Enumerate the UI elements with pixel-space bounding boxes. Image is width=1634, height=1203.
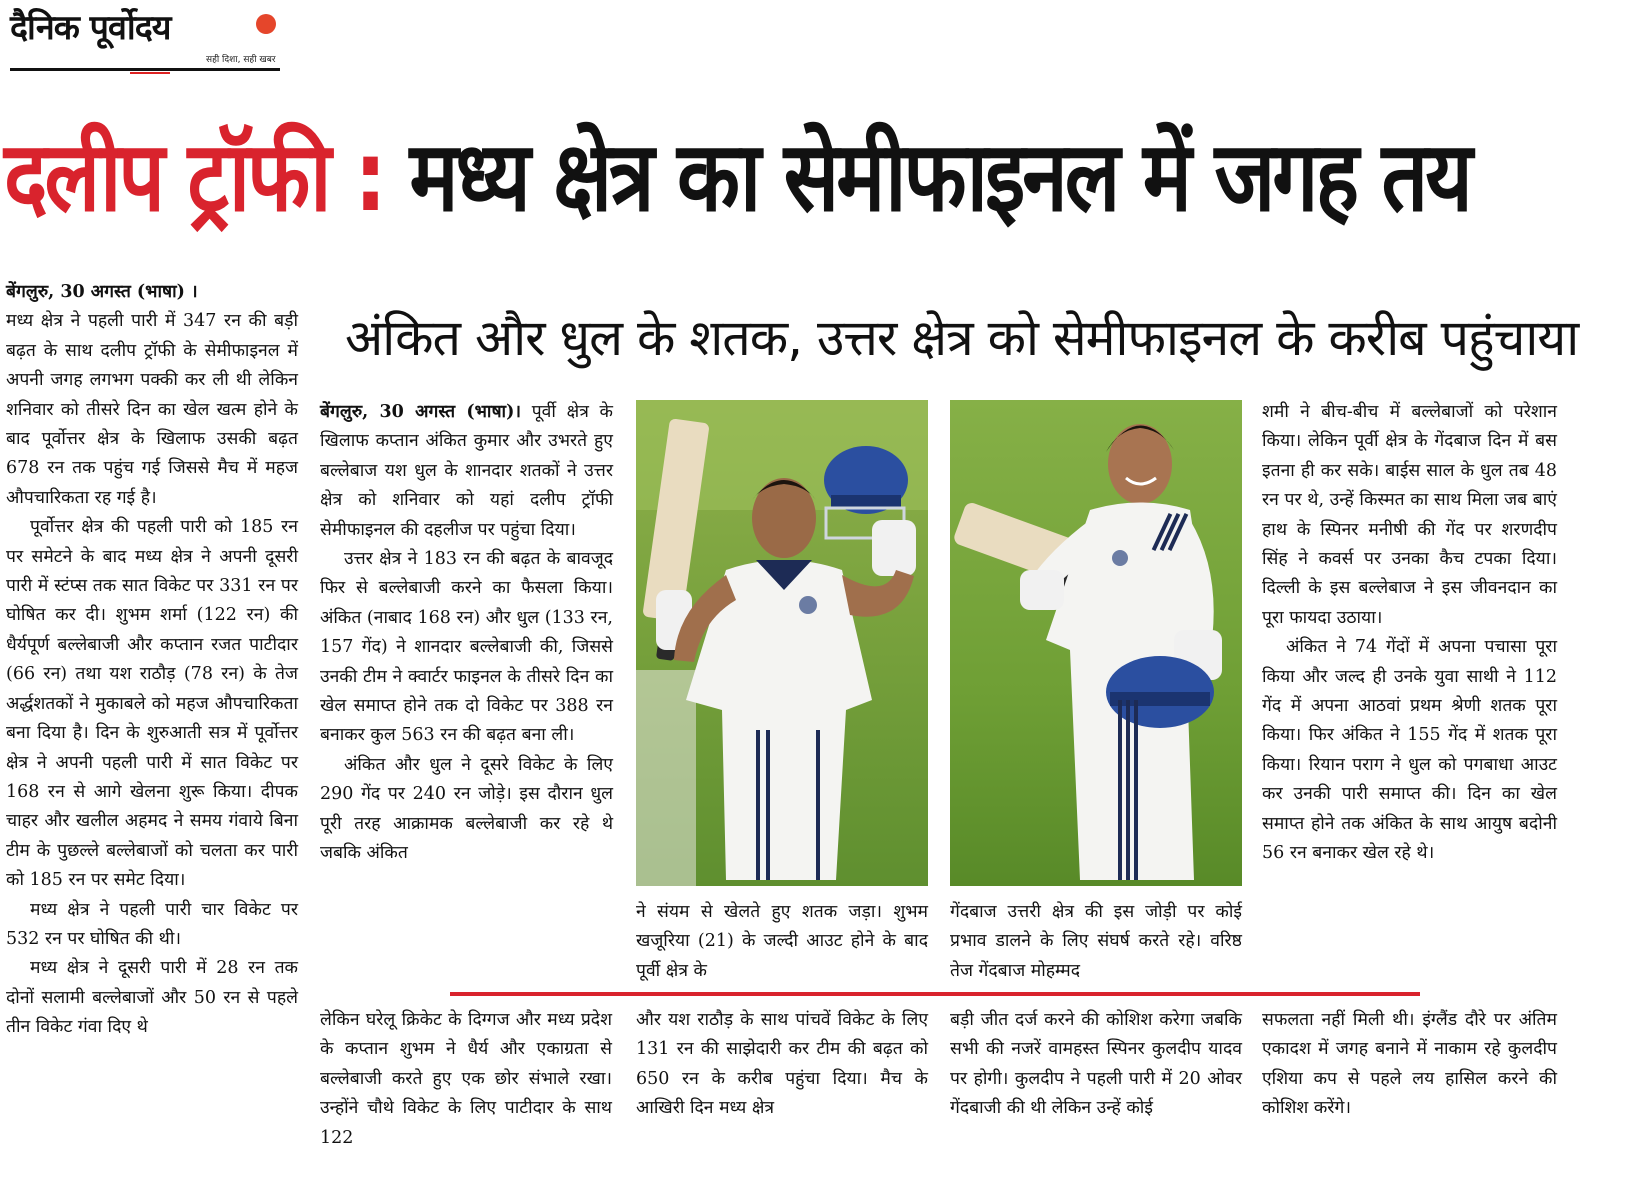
story2-paragraph: अंकित ने 74 गेंदों में अपना पचासा पूरा किया और जल्द ही उनके युवा साथी ने 112 गेंद में अपना आठवां प्रथम श्रेणी शतक पूरा किया। फिर अंकित ने 155 गेंद में शतक पूरा किया। रियान पराग ने धुल को पगबाधा आउट कर उनकी पारी समाप्त की। दिन का खेल समाप्त होने तक अंकित के साथ आयुष बदोनी 56 रन बनाकर खेल रहे थे। xyxy=(1262,637,1557,864)
newspaper-logo: दैनिक पूर्वोदय xyxy=(10,8,171,48)
story1-paragraph: मध्य क्षेत्र ने पहली पारी में 347 रन की बड़ी बढ़त के साथ दलीप ट्रॉफी के सेमीफाइनल में अपनी जगह लगभग पक्की कर ली थी लेकिन शनिवार को तीसरे दिन का खेल खत्म होने के बाद पूर्वोत्तर क्षेत्र के खिलाफ उसकी बढ़त 678 रन तक पहुंच गई जिससे मैच में महज औपचारिकता रह गई है। xyxy=(6,311,298,508)
story2-column-3: गेंदबाज उत्तरी क्षेत्र की इस जोड़ी पर कोई प्रभाव डालने के लिए संघर्ष करते रहे। वरिष्ठ तेज गेंदबाज मोहम्मद xyxy=(950,902,1242,981)
cricketer-illustration-1 xyxy=(636,400,928,886)
story1-column xyxy=(6,278,298,1043)
logo-sun-icon xyxy=(256,14,276,34)
story2-dateline: बेंगलुरु, 30 अगस्त (भाषा)। xyxy=(320,402,522,422)
masthead-rule xyxy=(10,68,280,71)
headline-text: मध्य क्षेत्र का सेमीफाइनल में जगह तय xyxy=(409,121,1470,234)
masthead-accent xyxy=(130,72,170,74)
story2-paragraph: पूर्वी क्षेत्र के खिलाफ कप्तान अंकित कुमार और उभरते हुए बल्लेबाज यश धुल के शानदार शतकों ने उत्तर क्षेत्र को शनिवार को यहां दलीप ट्रॉफी सेमीफाइनल की दहलीज पर पहुंचा दिया। xyxy=(320,402,613,540)
story2-column-2: ने संयम से खेलते हुए शतक जड़ा। शुभम खजूरिया (21) के जल्दी आउट होने के बाद पूर्वी क्षेत्र के xyxy=(636,902,928,981)
story1-paragraph: मध्य क्षेत्र ने पहली पारी चार विकेट पर 532 रन पर घोषित की थी। xyxy=(6,899,298,949)
story2-paragraph: उत्तर क्षेत्र ने 183 रन की बढ़त के बावजूद फिर से बल्लेबाजी करने का फैसला किया। अंकित (नाबाद 168 रन) और धुल (133 रन, 157 गेंद) ने शानदार बल्लेबाजी की, जिससे उनकी टीम ने क्वार्टर फाइनल के तीसरे दिन का खेल समाप्त होने तक दो विकेट पर 388 रन बनाकर कुल 563 रन की बढ़त बना ली। xyxy=(320,549,613,746)
story1-continued-2: और यश राठौड़ के साथ पांचवें विकेट के लिए 131 रन की साझेदारी कर टीम की बढ़त को 650 रन के करीब पहुंचा दिया। मैच के आखिरी दिन मध्य क्षेत्र xyxy=(636,1010,928,1119)
story2-paragraph: अंकित और धुल ने दूसरे विकेट के लिए 290 गेंद पर 240 रन जोड़े। इस दौरान धुल पूरी तरह आक्रामक बल्लेबाजी कर रहे थे जबकि अंकित xyxy=(320,754,613,864)
masthead xyxy=(10,6,280,72)
cricketer-illustration-2 xyxy=(950,400,1242,886)
story2-paragraph: शमी ने बीच-बीच में बल्लेबाजों को परेशान किया। लेकिन पूर्वी क्षेत्र के गेंदबाज दिन में बस इतना ही कर सके। बाईस साल के धुल तब 48 रन पर थे, उन्हें किस्मत का साथ मिला जब बाएं हाथ के स्पिनर मनीषी की गेंद पर शरणदीप सिंह ने कवर्स पर उनका कैच टपका दिया। दिल्ली के इस बल्लेबाज ने इस जीवनदान का पूरा फायदा उठाया। xyxy=(1262,402,1557,628)
main-headline xyxy=(4,95,1630,260)
section-divider xyxy=(450,992,1420,996)
story2-column-1 xyxy=(320,398,613,869)
photo-ankit-kumar xyxy=(636,400,928,886)
story2-column-4 xyxy=(1262,398,1557,869)
story1-continued-3: बड़ी जीत दर्ज करने की कोशिश करेगा जबकि सभी की नजरें वामहस्त स्पिनर कुलदीप यादव पर होगी। कुलदीप ने पहली पारी में 20 ओवर गेंदबाजी की थी लेकिन उन्हें कोई xyxy=(950,1010,1242,1119)
story2-headline: अंकित और धुल के शतक, उत्तर क्षेत्र को सेमीफाइनल के करीब पहुंचाया xyxy=(345,309,1579,367)
story1-dateline: बेंगलुरु, 30 अगस्त (भाषा) । xyxy=(6,282,198,302)
headline-kicker: दलीप ट्रॉफी : xyxy=(4,121,384,234)
story1-paragraph: पूर्वोत्तर क्षेत्र की पहली पारी को 185 रन पर समेटने के बाद मध्य क्षेत्र ने अपनी दूसरी पारी में स्टंप्स तक सात विकेट पर 331 रन पर घोषित कर दी। शुभम शर्मा (122 रन) की धैर्यपूर्ण बल्लेबाजी और कप्तान रजत पाटीदार (66 रन) तथा यश राठौड़ (78 रन) के तेज अर्द्धशतकों ने मुकाबले को महज औपचारिकता बना दिया है। दिन के शुरुआती सत्र में पूर्वोत्तर क्षेत्र ने अपनी पहली पारी में सात विकेट पर 168 रन से आगे खेलना शुरू किया। दीपक चाहर और खलील अहमद ने समय गंवाये बिना टीम के पुछल्ले बल्लेबाजों को चलता कर पारी को 185 रन पर समेट दिया। xyxy=(6,517,298,891)
story1-paragraph: मध्य क्षेत्र ने दूसरी पारी में 28 रन तक दोनों सलामी बल्लेबाजों और 50 रन से पहले तीन विकेट गंवा दिए थे xyxy=(6,958,298,1038)
photo-yash-dhull xyxy=(950,400,1242,886)
story1-continued-1: लेकिन घरेलू क्रिकेट के दिग्गज और मध्य प्रदेश के कप्तान शुभम ने धैर्य और एकाग्रता से बल्लेबाजी करते हुए एक छोर संभाले रखा। उन्होंने चौथे विकेट के लिए पाटीदार के साथ 122 xyxy=(320,1010,612,1148)
masthead-tagline: सही दिशा, सही खबर xyxy=(206,55,276,65)
story1-continued-4: सफलता नहीं मिली थी। इंग्लैंड दौरे पर अंतिम एकादश में जगह बनाने में नाकाम रहे कुलदीप एशिया कप से पहले लय हासिल करने की कोशिश करेंगे। xyxy=(1262,1010,1557,1119)
